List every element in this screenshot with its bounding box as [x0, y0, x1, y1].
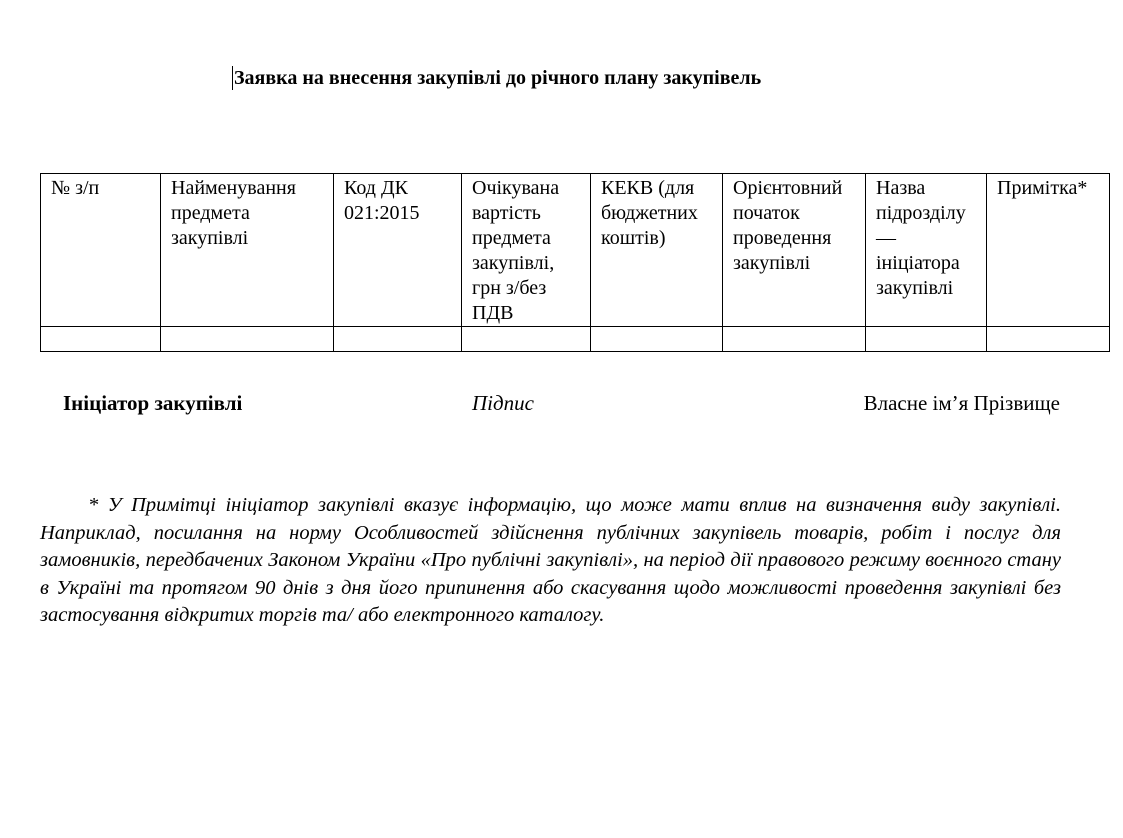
text-cursor	[232, 66, 233, 90]
initiator-label: Ініціатор закупівлі	[63, 391, 243, 415]
table-cell[interactable]	[462, 327, 591, 352]
procurement-plan-table	[40, 173, 1110, 352]
footnote-text: * У Примітці ініціатор закупівлі вказує інформацію, що може мати вплив на визначення виду закупівлі. Наприклад, посилання на норму Особливостей здійснення публічних закупівель товарів, робіт і послуг для замовників, передбачених Законом України «Про публічні закупівлі», на період дії правового режиму воєнного стану в Україні та протягом 90 днів з дня його припинення або скасування щодо можливості проведення закупівлі без застосування відкритих торгів та/ або електронного каталогу.	[40, 494, 1061, 626]
column-header-kekv: КЕКВ (для бюджетних коштів)	[591, 174, 723, 327]
table-cell[interactable]	[591, 327, 723, 352]
table-cell[interactable]	[334, 327, 462, 352]
column-header-department: Назва підрозділу — ініціатора закупівлі	[866, 174, 987, 327]
table-cell[interactable]	[41, 327, 161, 352]
table-cell[interactable]	[161, 327, 334, 352]
table-cell[interactable]	[723, 327, 866, 352]
column-header-start-date: Орієнтовний початок проведення закупівлі	[723, 174, 866, 327]
full-name-label: Власне ім’я Прізвище	[863, 391, 1060, 415]
signature-label: Підпис	[472, 391, 534, 415]
column-header-number: № з/п	[41, 174, 161, 327]
column-header-note: Примітка*	[987, 174, 1110, 327]
table-cell[interactable]	[866, 327, 987, 352]
column-header-item-name: Найменування предмета закупівлі	[161, 174, 334, 327]
table-header-row	[41, 174, 1110, 327]
column-header-dk-code: Код ДК 021:2015	[334, 174, 462, 327]
document-title: Заявка на внесення закупівлі до річного плану закупівель	[234, 67, 762, 89]
table-row	[41, 327, 1110, 352]
column-header-expected-cost: Очікувана вартість предмета закупівлі, грн з/без ПДВ	[462, 174, 591, 327]
table-cell[interactable]	[987, 327, 1110, 352]
